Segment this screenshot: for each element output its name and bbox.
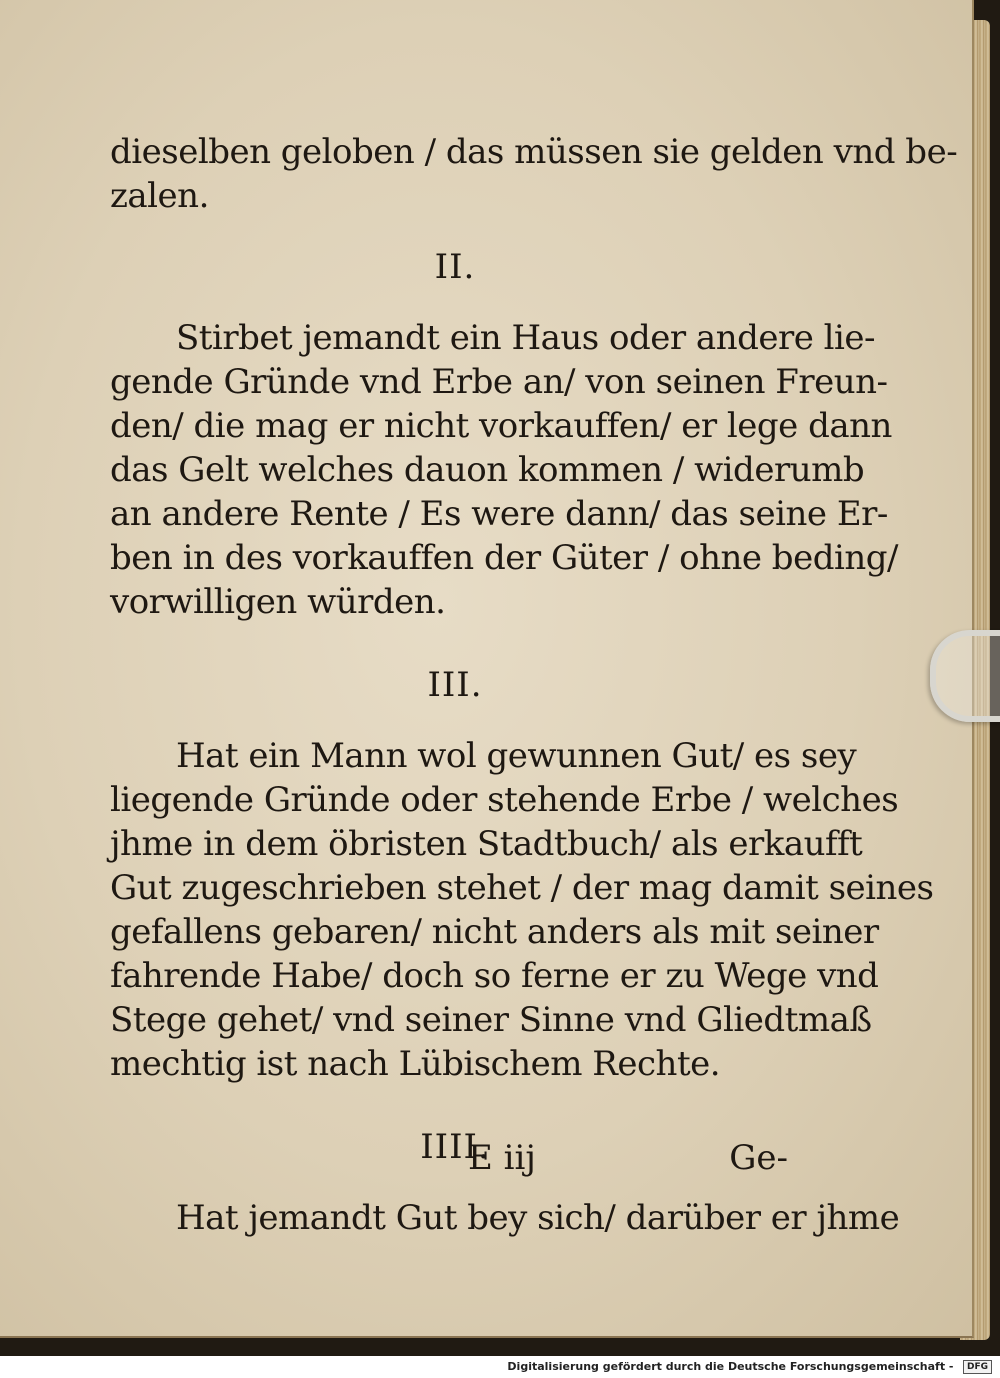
credit-bar xyxy=(0,1356,1000,1378)
text-line: Stege gehet/ vnd seiner Sinne vnd Gliedtmaß xyxy=(110,1000,872,1040)
text-line: Hat jemandt Gut bey sich/ darüber er jhme xyxy=(176,1198,900,1238)
section-heading-ii: II. xyxy=(434,247,476,287)
text-line: jhme in dem öbristen Stadtbuch/ als erkaufft xyxy=(110,824,863,864)
page-footer xyxy=(468,1138,788,1182)
text-line: zalen. xyxy=(110,176,209,216)
text-line: ben in des vorkauffen der Güter / ohne beding/ xyxy=(110,538,898,578)
dfg-logo: DFG xyxy=(963,1360,992,1374)
section-heading-iii: III. xyxy=(427,665,483,705)
text-line: fahrende Habe/ doch so ferne er zu Wege vnd xyxy=(110,956,879,996)
credit-text: Digitalisierung gefördert durch die Deutsche Forschungsgemeinschaft - xyxy=(507,1360,954,1373)
text-line: liegende Gründe oder stehende Erbe / welches xyxy=(110,780,899,820)
text-line: vorwilligen würden. xyxy=(110,582,446,622)
catchword: Ge- xyxy=(729,1138,788,1178)
text-line: das Gelt welches dauon kommen / widerumb xyxy=(110,450,865,490)
signature-mark: E iij xyxy=(468,1138,536,1178)
text-line: gefallens gebaren/ nicht anders als mit seiner xyxy=(110,912,879,952)
text-line: Gut zugeschrieben stehet / der mag damit seines xyxy=(110,868,934,908)
text-line: dieselben geloben / das müssen sie gelden vnd be- xyxy=(110,132,958,172)
text-line: an andere Rente / Es were dann/ das seine Er- xyxy=(110,494,888,534)
text-line: den/ die mag er nicht vorkauffen/ er lege dann xyxy=(110,406,892,446)
text-line: Stirbet jemandt ein Haus oder andere lie- xyxy=(176,318,876,358)
section-heading-iiii: IIII. xyxy=(420,1127,490,1167)
text-line: gende Gründe vnd Erbe an/ von seinen Freun- xyxy=(110,362,888,402)
page-text xyxy=(110,130,958,1240)
text-line: Hat ein Mann wol gewunnen Gut/ es sey xyxy=(176,736,857,776)
text-line: mechtig ist nach Lübischem Rechte. xyxy=(110,1044,721,1084)
page-clip xyxy=(930,630,1000,722)
